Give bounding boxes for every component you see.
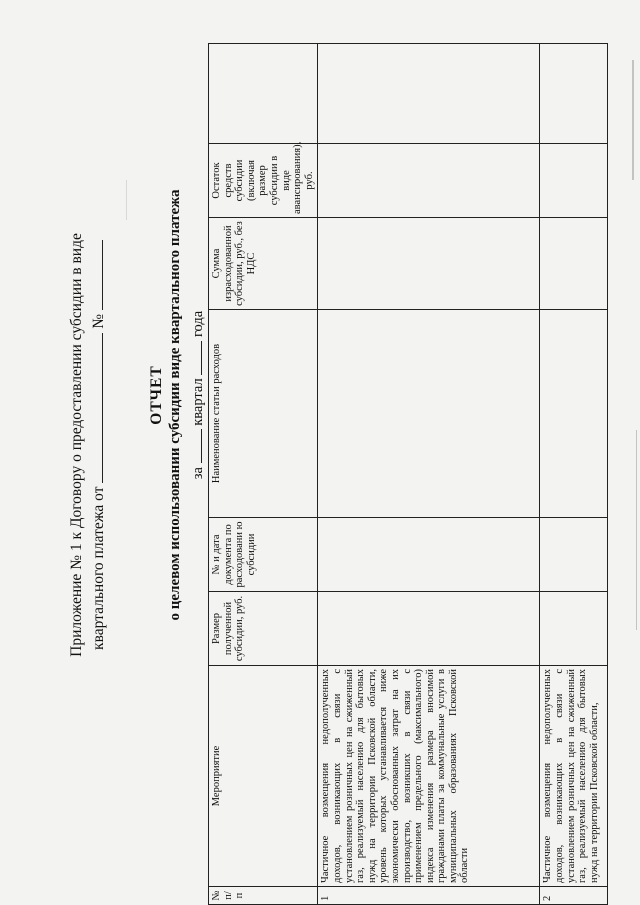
header-extra [209,44,318,144]
row-num: 2 [540,887,608,905]
header-balance: Остаток средств субсидии (включая размер субсидии в виде авансирования), руб. [209,144,318,218]
scan-artifact [636,430,637,630]
header-article: Наименование статьи расходов [209,310,318,518]
period-kvartal: квартал [190,378,206,426]
header-num: № п/ п [209,887,318,905]
annex-line-2-prefix: квартального платежа от [90,486,107,650]
period-goda: года [190,310,206,338]
subsidy-report-table [208,43,608,905]
table-header-row [209,44,318,905]
row-doc [540,518,608,592]
report-subtitle: о целевом использовании субсидии виде квартального платежа [167,189,183,621]
agreement-number-blank [87,240,103,310]
row-balance [318,144,540,218]
number-sign: № [90,313,107,329]
row-extra [318,44,540,144]
row-doc [318,518,540,592]
annex-line-1: Приложение № 1 к Договору о предоставлении субсидии в виде [68,233,85,657]
header-received: Размер полученной субсидии, руб. [209,592,318,666]
header-doc: № и дата документа по расходовани ю субсидии [209,518,318,592]
row-article [540,310,608,518]
scan-artifact [126,180,127,220]
row-extra [540,44,608,144]
row-num: 1 [318,887,540,905]
row-spent [540,218,608,310]
report-period [186,185,207,605]
header-event: Мероприятие [209,666,318,887]
annex-header [66,65,109,825]
quarter-blank [186,429,202,463]
period-za: за [190,467,206,480]
header-spent: Сумма израсходованной субсидии, руб., без НДС [209,218,318,310]
row-article [318,310,540,518]
table-row [318,44,540,905]
row-balance [540,144,608,218]
year-blank [186,341,202,375]
row-received [318,592,540,666]
table-row [540,44,608,905]
row-spent [318,218,540,310]
agreement-date-blank [87,333,103,483]
row-event: Частичное возмещения недополученных доходов, возникающих в связи с установлением розничных цен на сжиженный газ, реализуемый населению для бытовых нужд на территории Псковской области, уровень которых устанавливается ниже экономически обоснованных затрат на их производство, возникших в связи с применением предельного (максимального) индекса изменения размера вносимой гражданами платы за коммунальные услуги в муниципальных образованиях Псковской области [318,666,540,887]
row-received [540,592,608,666]
row-event: Частичное возмещения недополученных доходов, возникающих в связи с установлением розничных цен на сжиженный газ, реализуемый населению для бытовых нужд на территории Псковской области, [540,666,608,887]
scan-artifact [632,60,634,180]
report-title: ОТЧЕТ [148,365,165,425]
